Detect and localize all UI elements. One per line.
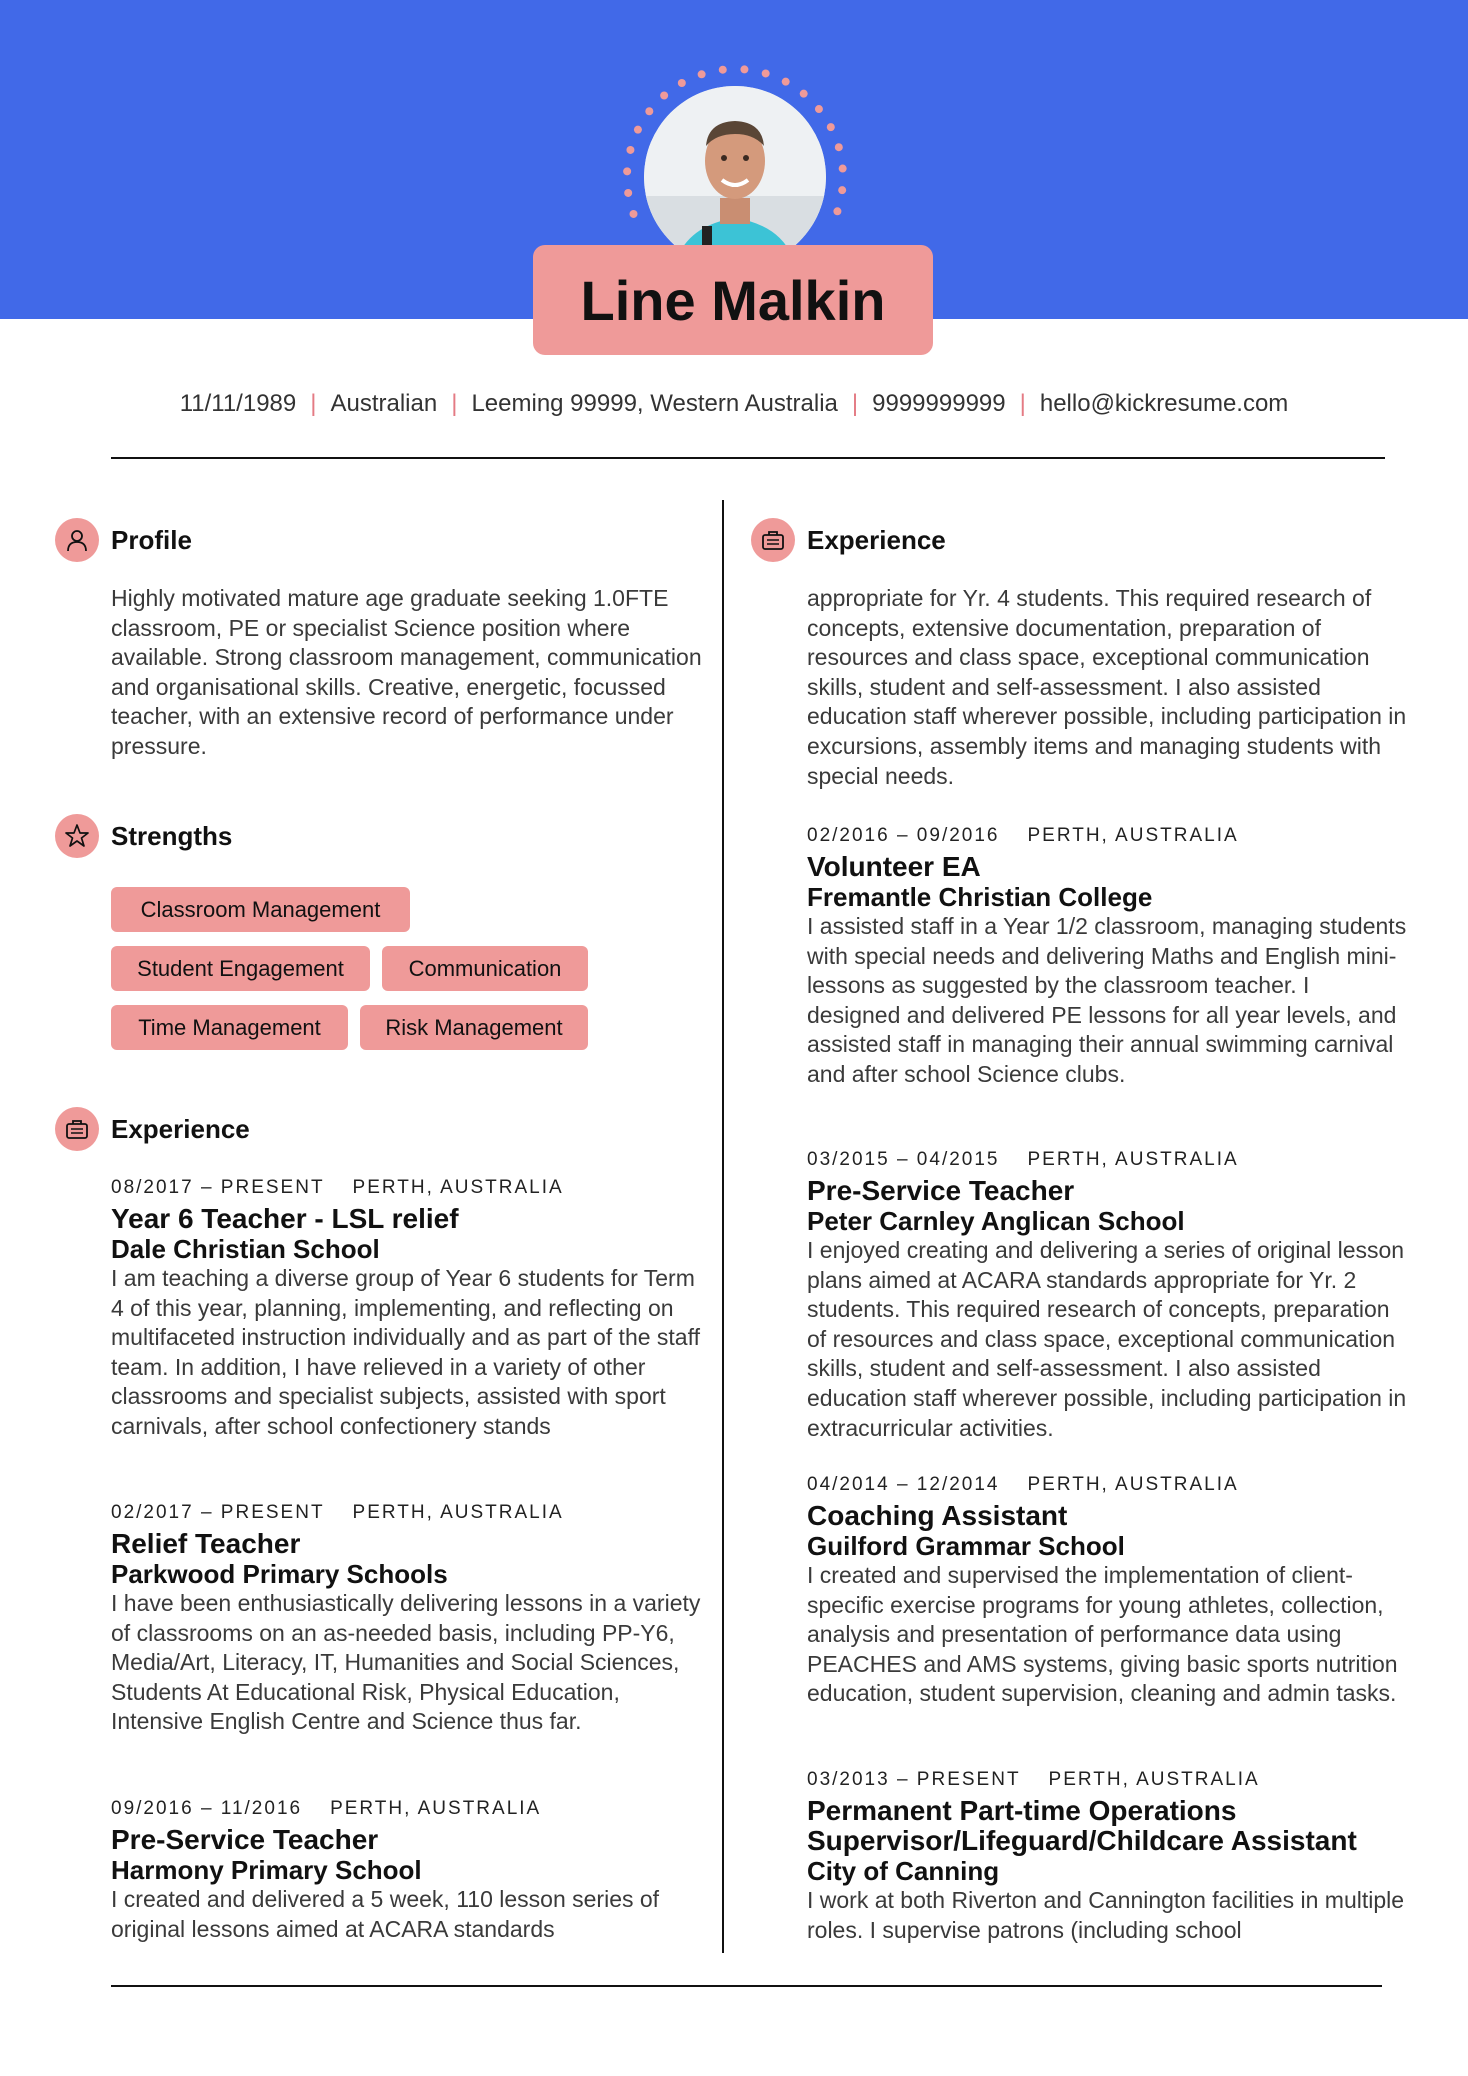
strengths-heading [55,814,232,858]
job-title: Pre-Service Teacher [111,1824,379,1855]
job-desc: I work at both Riverton and Cannington facilities in multiple roles. I supervise patrons (including school [807,1887,1405,1943]
ring-dot [835,143,843,151]
separator: | [851,390,859,417]
avatar [644,86,826,268]
job-location: PERTH, AUSTRALIA [1027,1474,1239,1495]
job-desc: I enjoyed creating and delivering a series of original lesson plans aimed at ACARA standards appropriate for Yr. 2 students. This required research of concepts, preparation of resources and class space, exceptional communication skills, student and self-assessment. I also assisted education staff wherever possible, including participation in extracurricular activities. [807,1237,1407,1441]
job-org: Fremantle Christian College [807,882,1153,912]
ring-dot [762,69,770,77]
strengths-title: Strengths [111,820,233,851]
ring-dot [815,105,823,113]
job-title: Pre-Service Teacher [807,1175,1075,1206]
ring-dot [719,66,727,74]
job-title: Relief Teacher [111,1528,301,1559]
job-desc: I am teaching a diverse group of Year 6 students for Term 4 of this year, planning, implementing, and reflecting on multifaceted instruction individually and as part of the staff team. In addition, I have relieved in a variety of other classrooms and specialist subjects, assisted with sport carnivals, after school confectionery stands [111,1265,700,1439]
ring-dot [839,165,847,173]
job-entry [111,1501,711,1737]
person-icon [55,518,99,562]
job-org: Peter Carnley Anglican School [807,1206,1185,1236]
job-location: PERTH, AUSTRALIA [352,1177,564,1198]
job-dates: 09/2016 – 11/2016 [111,1798,303,1819]
ring-dot [623,167,631,175]
job-org: City of Canning [807,1856,1000,1886]
separator: | [310,390,317,417]
column-divider [722,500,724,1953]
job-desc: I assisted staff in a Year 1/2 classroom, managing students with special needs and delivering Maths and English mini-lessons as suggested by the classroom teacher. I designed and delivered PE lessons for all year levels, and assisted staff in managing their annual swimming carnival and after school Science clubs. [807,913,1407,1087]
contact-dob: 11/11/1989 [179,390,297,417]
strength-chip: Communication [382,946,588,991]
ring-dot [800,90,808,98]
job-desc: I created and supervised the implementation of client-specific exercise programs for young athletes, collection, analysis and presentation of performance data using PEACHES and AMS systems, giving basic sports nutrition education, student supervision, cleaning and admin tasks. [807,1562,1398,1707]
job-entry [807,824,1407,1090]
job-title: Year 6 Teacher - LSL relief [111,1203,459,1234]
job-location: PERTH, AUSTRALIA [1027,825,1239,846]
job-title: Volunteer EA [807,851,981,882]
briefcase-icon [751,518,795,562]
job-meta [111,1176,711,1204]
contact-email[interactable]: hello@kickresume.com [1039,390,1289,417]
job-entry [807,1768,1407,1945]
name-plate [533,245,933,355]
job-desc: I have been enthusiastically delivering lessons in a variety of classrooms on an as-needed basis, including PP-Y6, Media/Art, Literacy, IT, Humanities and Social Sciences, Students At Educational Risk, Physical Education, Intensive English Centre and Science thus far. [111,1590,701,1735]
job-dates: 03/2015 – 04/2015 [807,1149,1000,1170]
job-title: Permanent Part-time Operations Supervisor/Lifeguard/Childcare Assistant [807,1795,1357,1856]
ring-dot [626,146,634,154]
job-meta [807,1473,1407,1501]
ring-dot [838,186,846,194]
job-dates: 04/2014 – 12/2014 [807,1474,1000,1495]
job-location: PERTH, AUSTRALIA [352,1502,564,1523]
job-org: Parkwood Primary Schools [111,1559,448,1589]
strength-chip: Time Management [111,1005,348,1050]
briefcase-icon [55,1107,99,1151]
experience-heading [55,1107,250,1151]
job-dates: 02/2017 – PRESENT [111,1502,325,1523]
strength-chip: Classroom Management [111,887,410,932]
ring-dot [740,65,748,73]
top-divider [111,457,1385,459]
strength-chip: Student Engagement [111,946,370,991]
ring-dot [630,210,638,218]
job-location: PERTH, AUSTRALIA [1048,1769,1260,1790]
ring-dot [827,123,835,131]
ring-dot [634,126,642,134]
candidate-name: Line Malkin [580,268,886,332]
job-entry [111,1797,711,1944]
job-meta [807,824,1407,852]
strength-chip: Risk Management [360,1005,588,1050]
experience-title: Experience [807,524,946,555]
profile-title: Profile [111,524,192,555]
job-location: PERTH, AUSTRALIA [1027,1149,1239,1170]
ring-dot [833,207,841,215]
ring-dot [660,91,668,99]
profile-text: Highly motivated mature age graduate seeking 1.0FTE classroom, PE or specialist Science position where available. Strong classroom management, communication and organisational skills. Creative, energetic, focussed teacher, with an extensive record of performance under pressure. [111,585,702,759]
experience-title: Experience [111,1113,250,1144]
job-desc: I created and delivered a 5 week, 110 lesson series of original lessons aimed at ACARA standards [111,1886,660,1942]
job-entry [807,1148,1407,1443]
contact-nationality: Australian [330,390,438,417]
contact-address: Leeming 99999, Western Australia [471,390,838,417]
experience-heading [751,518,946,562]
contact-phone[interactable]: 9999999999 [872,390,1006,417]
star-icon [55,814,99,858]
job-dates: 02/2016 – 09/2016 [807,825,1000,846]
job-org: Harmony Primary School [111,1855,422,1885]
separator: | [1019,390,1026,417]
job-meta [807,1148,1407,1176]
job-org: Dale Christian School [111,1234,380,1264]
job-title: Coaching Assistant [807,1500,1068,1531]
job-meta [111,1797,711,1825]
job-entry [807,1473,1407,1709]
ring-dot [698,70,706,78]
bottom-divider [111,1985,1382,1987]
job-meta [807,1768,1407,1796]
separator: | [451,390,458,417]
job-org: Guilford Grammar School [807,1531,1125,1561]
profile-heading [55,518,192,562]
job-dates: 08/2017 – PRESENT [111,1177,325,1198]
continued-desc: appropriate for Yr. 4 students. This required research of concepts, extensive documentation, preparation of resources and class space, exceptional communication skills, student and self-assessment. I also assisted education staff wherever possible, including participation in excursions, assembly items and managing students with special needs. [807,585,1407,789]
job-dates: 03/2013 – PRESENT [807,1769,1021,1790]
ring-dot [678,79,686,87]
ring-dot [624,189,632,197]
job-meta [111,1501,711,1529]
ring-dot [645,107,653,115]
ring-dot [782,78,790,86]
job-location: PERTH, AUSTRALIA [330,1798,542,1819]
contact-line [0,390,1468,418]
profile-photo [644,86,826,268]
job-entry [111,1176,711,1442]
